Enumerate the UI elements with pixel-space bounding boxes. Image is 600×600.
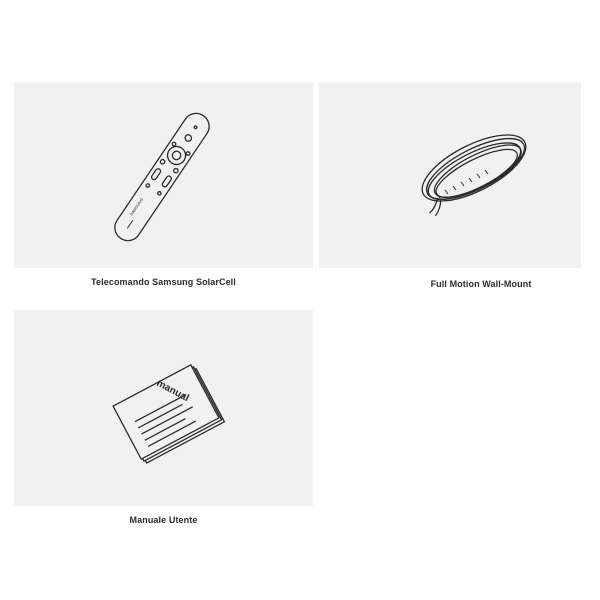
user-manual-icon	[14, 310, 313, 506]
remote-brand-label: SAMSUNG	[128, 196, 145, 217]
user-manual-panel	[14, 310, 313, 506]
wall-mount-panel	[319, 82, 581, 268]
remote-control-icon	[14, 82, 313, 268]
wall-mount-caption: Full Motion Wall-Mount	[430, 279, 532, 289]
user-manual-caption: Manuale Utente	[129, 515, 198, 525]
manual-cover-label: manual	[154, 377, 191, 405]
remote-control-caption: Telecomando Samsung SolarCell	[91, 277, 236, 287]
remote-control-panel	[14, 82, 313, 268]
coiled-cable-icon	[319, 82, 581, 268]
